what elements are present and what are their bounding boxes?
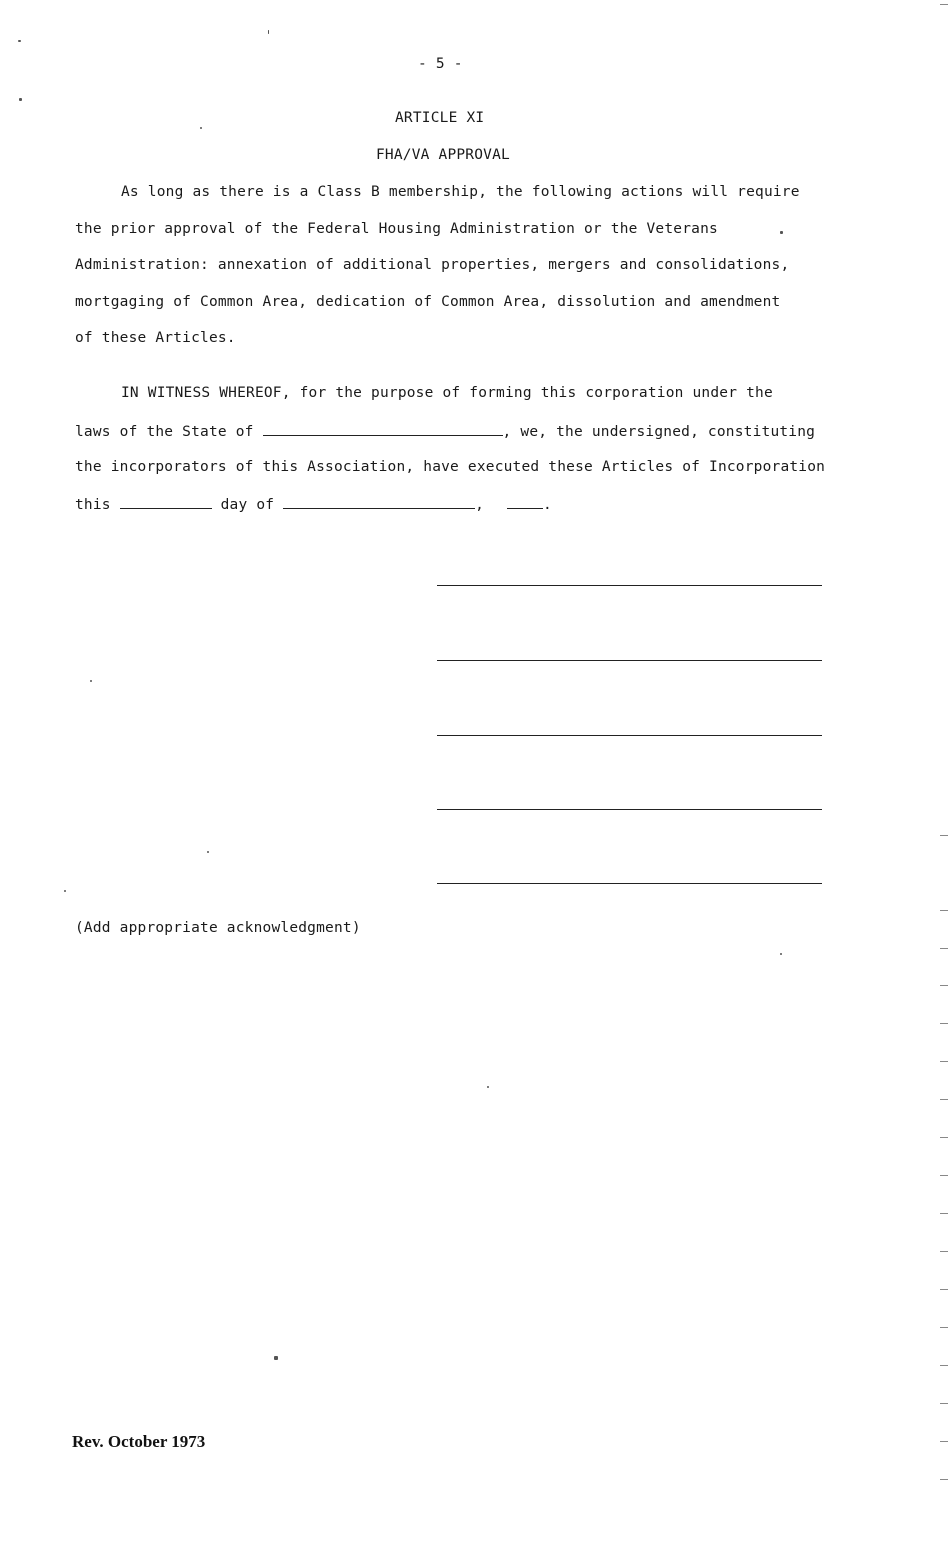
edge-mark bbox=[940, 1213, 948, 1214]
article-paragraph-line: Administration: annexation of additional properties, mergers and consolidations, bbox=[75, 257, 790, 273]
page-number: - 5 - bbox=[418, 56, 463, 72]
state-blank-field[interactable] bbox=[263, 422, 503, 436]
scan-speck bbox=[207, 851, 209, 853]
date-comma: , bbox=[475, 497, 485, 513]
signature-line[interactable] bbox=[437, 883, 822, 884]
witness-state-label: laws of the State of bbox=[75, 424, 254, 440]
article-paragraph-line: As long as there is a Class B membership, the following actions will require bbox=[121, 184, 800, 200]
signature-line[interactable] bbox=[437, 809, 822, 810]
edge-mark bbox=[940, 948, 948, 949]
edge-mark bbox=[940, 1061, 948, 1062]
signature-line[interactable] bbox=[437, 585, 822, 586]
signature-line[interactable] bbox=[437, 735, 822, 736]
edge-mark bbox=[940, 910, 948, 911]
day-of-label: day of bbox=[220, 497, 275, 513]
edge-mark bbox=[940, 1327, 948, 1328]
edge-mark bbox=[940, 1023, 948, 1024]
edge-mark bbox=[940, 1137, 948, 1138]
witness-state-continuation: , we, the undersigned, constituting bbox=[502, 424, 816, 440]
edge-mark bbox=[940, 1099, 948, 1100]
article-subheading: FHA/VA APPROVAL bbox=[376, 147, 510, 163]
acknowledgment-note: (Add appropriate acknowledgment) bbox=[75, 920, 361, 936]
witness-date-line bbox=[75, 495, 552, 513]
scan-speck bbox=[274, 1356, 278, 1360]
scan-speck bbox=[780, 231, 783, 234]
edge-mark bbox=[940, 1365, 948, 1366]
edge-mark bbox=[940, 1251, 948, 1252]
edge-mark bbox=[940, 1479, 948, 1480]
witness-line: the incorporators of this Association, have executed these Articles of Incorporation bbox=[75, 459, 826, 475]
scan-speck bbox=[487, 1086, 489, 1088]
day-blank-field[interactable] bbox=[120, 495, 212, 509]
signature-line[interactable] bbox=[437, 660, 822, 661]
scan-speck bbox=[19, 98, 22, 101]
edge-mark bbox=[940, 1175, 948, 1176]
year-blank-field[interactable] bbox=[507, 495, 543, 509]
article-heading: ARTICLE XI bbox=[395, 110, 485, 126]
witness-state-line bbox=[75, 422, 815, 440]
revision-footer: Rev. October 1973 bbox=[72, 1432, 206, 1451]
scan-speck bbox=[90, 680, 92, 682]
edge-mark bbox=[940, 985, 948, 986]
month-blank-field[interactable] bbox=[283, 495, 475, 509]
scan-speck bbox=[780, 953, 782, 955]
edge-mark bbox=[940, 1403, 948, 1404]
scan-speck bbox=[200, 127, 202, 129]
this-label: this bbox=[75, 497, 111, 513]
edge-mark bbox=[940, 1289, 948, 1290]
scan-speck bbox=[268, 30, 269, 34]
witness-line: IN WITNESS WHEREOF, for the purpose of forming this corporation under the bbox=[121, 385, 773, 401]
edge-mark bbox=[940, 1441, 948, 1442]
article-paragraph-line: of these Articles. bbox=[75, 330, 236, 346]
edge-mark bbox=[940, 4, 948, 5]
scan-speck bbox=[64, 890, 66, 892]
date-period: . bbox=[543, 497, 552, 513]
article-paragraph-line: the prior approval of the Federal Housing Administration or the Veterans bbox=[75, 221, 718, 237]
article-paragraph-line: mortgaging of Common Area, dedication of Common Area, dissolution and amendment bbox=[75, 294, 781, 310]
scan-speck bbox=[18, 40, 21, 42]
edge-mark bbox=[940, 835, 948, 836]
